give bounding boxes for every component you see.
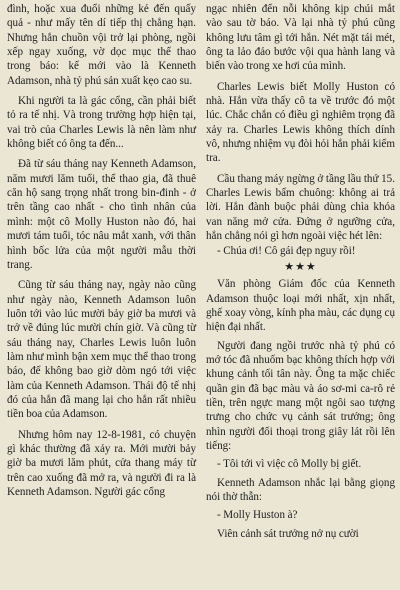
paragraph: Cầu thang máy ngừng ở tầng lầu thứ 15. Charles Lewis bấm chuông: không ai trả lời. Hắn đành buộc phải dùng chìa khóa van năng mở cửa. Đứng ở ngưỡng cửa, hắn chẳng nói gì hơn ngoài việc hét lên: <box>206 172 395 243</box>
paragraph: Nhưng hôm nay 12-8-1981, có chuyện gì khác thường đã xảy ra. Mới mười bảy giờ ba mươi lăm phút, cửa thang máy từ trên cao xuống đã mở ra, và người đi ra là Kenneth Adamson. Người gác cổng <box>7 428 196 498</box>
paragraph: ngạc nhiên đến nỗi không kịp chúi mắt vào sau tờ báo. Và lại nhà tỷ phú cũng không lưu tâm gì tới hắn. Nét mặt tái mét, ông ta lảo đảo bước vội qua hành lang và biến vào trong xe hơi của mình. <box>206 3 395 73</box>
text-columns <box>7 2 395 590</box>
paragraph: Văn phòng Giám đốc của Kenneth Adamson thuộc loại mới nhất, xịn nhất, ghế xoay vòng, kính pha màu, các dụng cụ hiện đại nhất. <box>206 278 395 334</box>
paragraph: Viên cảnh sát trưởng nở nụ cười <box>217 527 359 540</box>
dialogue-line: - Chúa ơi! Cô gái đẹp nguy rồi! <box>217 244 356 257</box>
paragraph: đình, hoặc xua đuổi những kẻ đến quấy quả - như mấy tên dí tiếp thị chẳng hạn. Nhưng hắn chuồn vội trở lại phòng, ngồi xếp ngay xuống, vờ dọc mục thể thao trong báo: kể mới vào là Kenneth Adamson, nhà tỷ phú sản xuất kẹo cao su. <box>7 3 196 87</box>
right-column <box>206 2 395 590</box>
dialogue-line: - Molly Huston à? <box>217 509 298 522</box>
section-separator: ★★★ <box>284 260 317 273</box>
left-column <box>7 2 196 590</box>
paragraph: Charles Lewis biết Molly Huston có nhà. Hắn vừa thấy cô ta về trước đó một lúc. Chắc chắn có điều gì nghiêm trọng đã xảy ra. Charles Lewis không thích dính vô, nhưng nhiệm vụ đòi hỏi hắn phải kiểm tra. <box>206 80 395 165</box>
dialogue-line: - Tôi tới vì việc cô Molly bị giết. <box>217 458 362 471</box>
paragraph: Đã từ sáu tháng nay Kenneth Adamson, năm mươi lăm tuổi, thể thao gia, đã thuê căn hộ sang trọng nhất trong bin-đinh - ở trên tầng cao nhất - cho tình nhân của mình: một cô Molly Huston nào đó, hai mươi tám tuổi, tóc nâu mắt xanh, với thân hình bốc lửa của một người mẫu thời trang. <box>7 158 196 271</box>
paragraph: Người đang ngồi trước nhà tỷ phú có mớ tóc đã nhuốm bạc không thích hợp với khung cảnh tối tân này. Ông ta mặc chiếc quần gin đã bạc màu và áo sơ-mi ca-rô rẻ tiền, trên ngực mang một ngôi sao tượng trưng cho chức vụ cảnh sát trưởng; ông nhìn người đối thoại trong giây lát rồi lên tiếng: <box>206 339 395 452</box>
paragraph: Kenneth Adamson nhắc lại bằng giọng nói thờ thẫn: <box>206 476 395 503</box>
paragraph: Cũng từ sáu tháng nay, ngày nào cũng như ngày nào, Kenneth Adamson luôn luôn tới vào lúc mười bảy giờ ba mươi và trở về đúng lúc mười chín giờ. Và cũng từ sáu tháng nay, Charles Lewis luôn luôn làm như mình bận xem mục thể thao trong báo, để không bao giờ dòm ngó tới việc làm của Kenneth Adamson. Thái độ tế nhị đó của hắn đã mang lại cho hắn rất nhiều tiền boa của Adamson. <box>7 279 196 421</box>
paragraph: Khi người ta là gác cổng, cần phải biết tỏ ra tế nhị. Và trong trường hợp hiện tại, vai trò của Charles Lewis là nên làm như không biết có ông ta đến... <box>7 95 196 151</box>
